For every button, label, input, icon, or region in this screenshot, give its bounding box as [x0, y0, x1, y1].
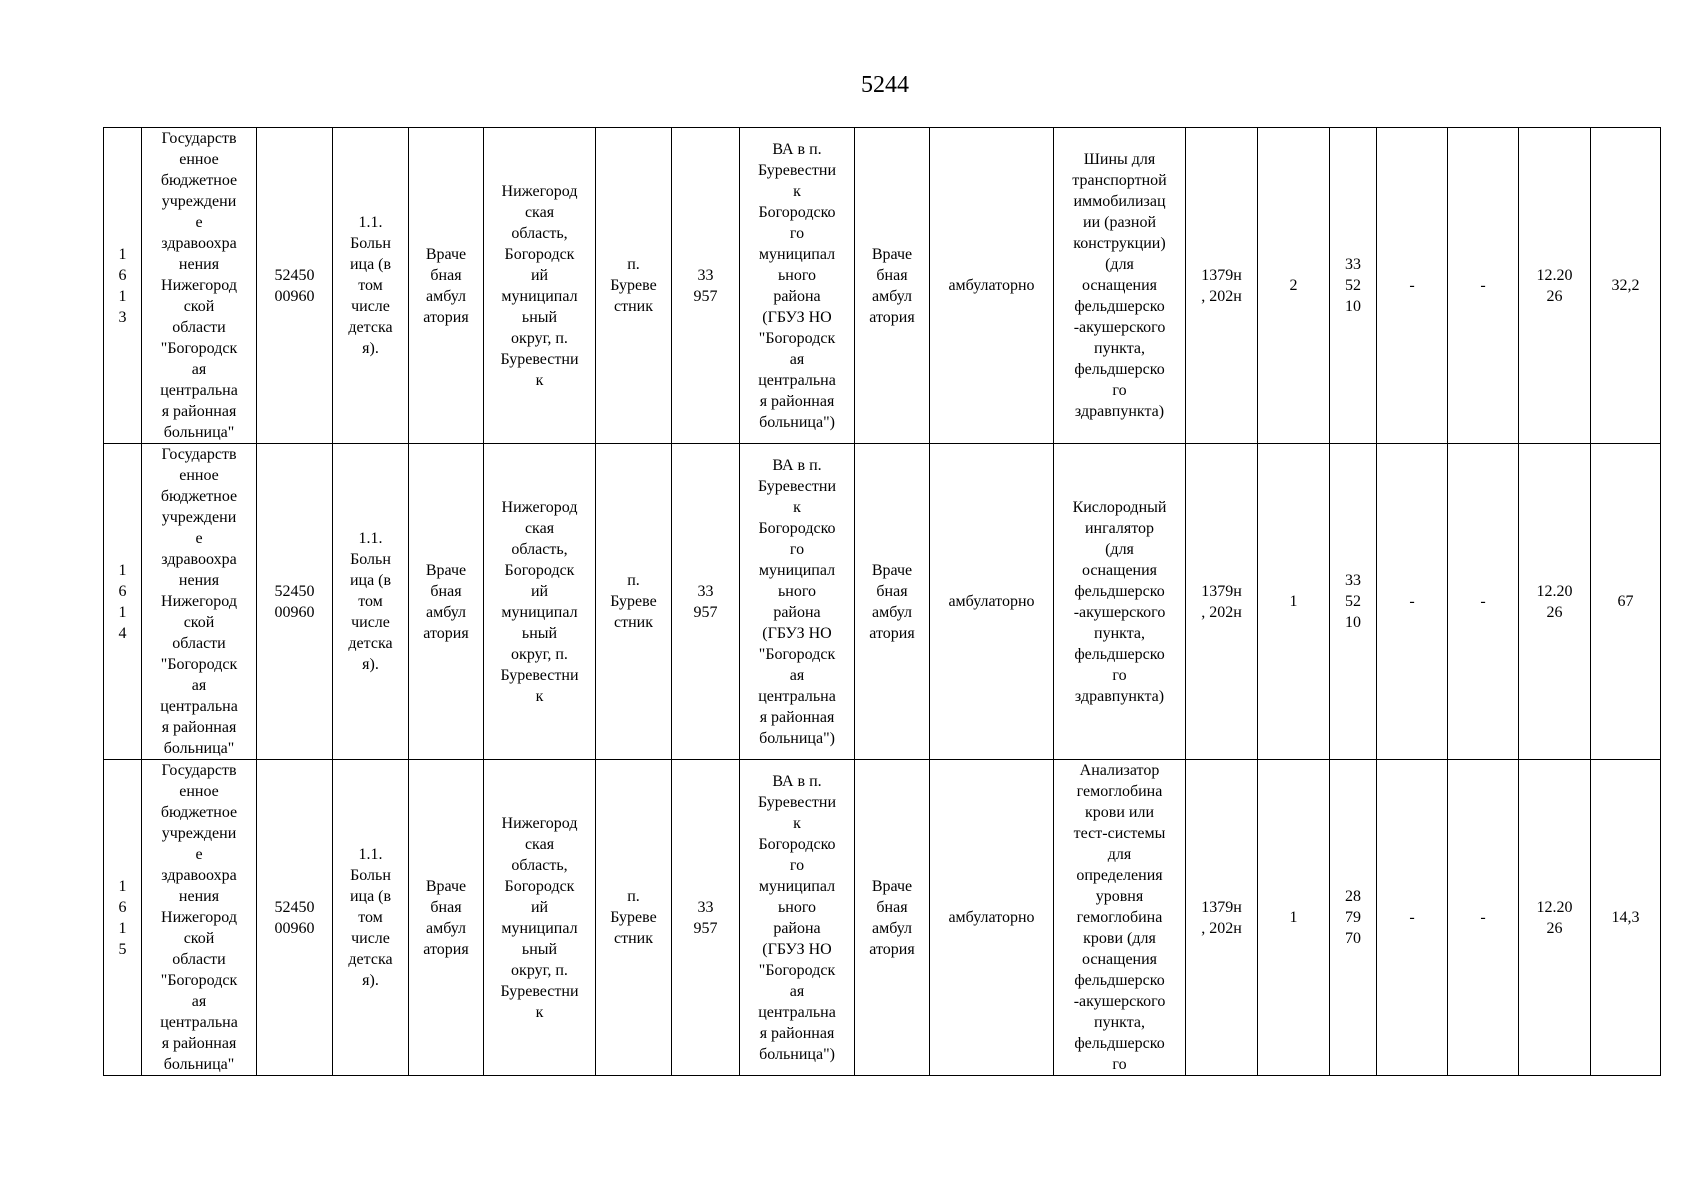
okpd-code: 33 52 10 [1330, 128, 1377, 444]
order-ref: 1379н , 202н [1186, 444, 1258, 760]
column-dash-1: - [1377, 760, 1448, 1076]
unit-type-2: Враче бная амбул атория [855, 760, 930, 1076]
delivery-date: 12.20 26 [1519, 444, 1591, 760]
column-dash-2: - [1448, 760, 1519, 1076]
organization-name: Государств енное бюджетное учреждени е здравоохра нения Нижегород ской области "Богородск ая центральна я районная больница" [142, 760, 257, 1076]
territory-code: 33 957 [672, 444, 740, 760]
table-row [104, 128, 1661, 444]
table-row [104, 444, 1661, 760]
column-dash-1: - [1377, 128, 1448, 444]
organization-name: Государств енное бюджетное учреждени е здравоохра нения Нижегород ской области "Богородск ая центральна я районная больница" [142, 128, 257, 444]
care-mode: амбулаторно [930, 760, 1054, 1076]
facility-type: 1.1. Больн ица (в том числе детска я). [333, 128, 409, 444]
row-number: 1 6 1 4 [104, 444, 142, 760]
facility-type: 1.1. Больн ица (в том числе детска я). [333, 444, 409, 760]
price: 14,3 [1591, 760, 1661, 1076]
locality: п. Буреве стник [596, 128, 672, 444]
address: Нижегород ская область, Богородск ий муниципал ьный округ, п. Буревестни к [484, 760, 596, 1076]
unit-type-2: Враче бная амбул атория [855, 128, 930, 444]
table-row [104, 760, 1661, 1076]
address: Нижегород ская область, Богородск ий муниципал ьный округ, п. Буревестни к [484, 128, 596, 444]
order-ref: 1379н , 202н [1186, 760, 1258, 1076]
quantity: 2 [1258, 128, 1330, 444]
locality: п. Буреве стник [596, 760, 672, 1076]
facility-name: ВА в п. Буревестни к Богородско го муниципал ьного района (ГБУЗ НО "Богородск ая центральна я районная больница") [740, 128, 855, 444]
quantity: 1 [1258, 444, 1330, 760]
territory-code: 33 957 [672, 128, 740, 444]
quantity: 1 [1258, 760, 1330, 1076]
equipment-name: Шины для транспортной иммобилизац ии (разной конструкции) (для оснащения фельдшерско -акушерского пункта, фельдшерско го здравпункта) [1054, 128, 1186, 444]
facility-name: ВА в п. Буревестни к Богородско го муниципал ьного района (ГБУЗ НО "Богородск ая центральна я районная больница") [740, 760, 855, 1076]
inn-code: 52450 00960 [257, 128, 333, 444]
care-mode: амбулаторно [930, 128, 1054, 444]
price: 67 [1591, 444, 1661, 760]
unit-type: Враче бная амбул атория [409, 760, 484, 1076]
price: 32,2 [1591, 128, 1661, 444]
organization-name: Государств енное бюджетное учреждени е здравоохра нения Нижегород ской области "Богородск ая центральна я районная больница" [142, 444, 257, 760]
locality: п. Буреве стник [596, 444, 672, 760]
unit-type: Враче бная амбул атория [409, 128, 484, 444]
equipment-name: Анализатор гемоглобина крови или тест-системы для определения уровня гемоглобина крови (для оснащения фельдшерско -акушерского пункта, фельдшерско го [1054, 760, 1186, 1076]
column-dash-2: - [1448, 128, 1519, 444]
delivery-date: 12.20 26 [1519, 760, 1591, 1076]
inn-code: 52450 00960 [257, 444, 333, 760]
equipment-name: Кислородный ингалятор (для оснащения фельдшерско -акушерского пункта, фельдшерско го здравпункта) [1054, 444, 1186, 760]
care-mode: амбулаторно [930, 444, 1054, 760]
facility-type: 1.1. Больн ица (в том числе детска я). [333, 760, 409, 1076]
row-number: 1 6 1 3 [104, 128, 142, 444]
equipment-table [103, 127, 1661, 1076]
inn-code: 52450 00960 [257, 760, 333, 1076]
order-ref: 1379н , 202н [1186, 128, 1258, 444]
column-dash-2: - [1448, 444, 1519, 760]
address: Нижегород ская область, Богородск ий муниципал ьный округ, п. Буревестни к [484, 444, 596, 760]
unit-type-2: Враче бная амбул атория [855, 444, 930, 760]
territory-code: 33 957 [672, 760, 740, 1076]
page-number: 5244 [861, 72, 909, 98]
okpd-code: 33 52 10 [1330, 444, 1377, 760]
delivery-date: 12.20 26 [1519, 128, 1591, 444]
column-dash-1: - [1377, 444, 1448, 760]
row-number: 1 6 1 5 [104, 760, 142, 1076]
facility-name: ВА в п. Буревестни к Богородско го муниципал ьного района (ГБУЗ НО "Богородск ая центральна я районная больница") [740, 444, 855, 760]
okpd-code: 28 79 70 [1330, 760, 1377, 1076]
unit-type: Враче бная амбул атория [409, 444, 484, 760]
